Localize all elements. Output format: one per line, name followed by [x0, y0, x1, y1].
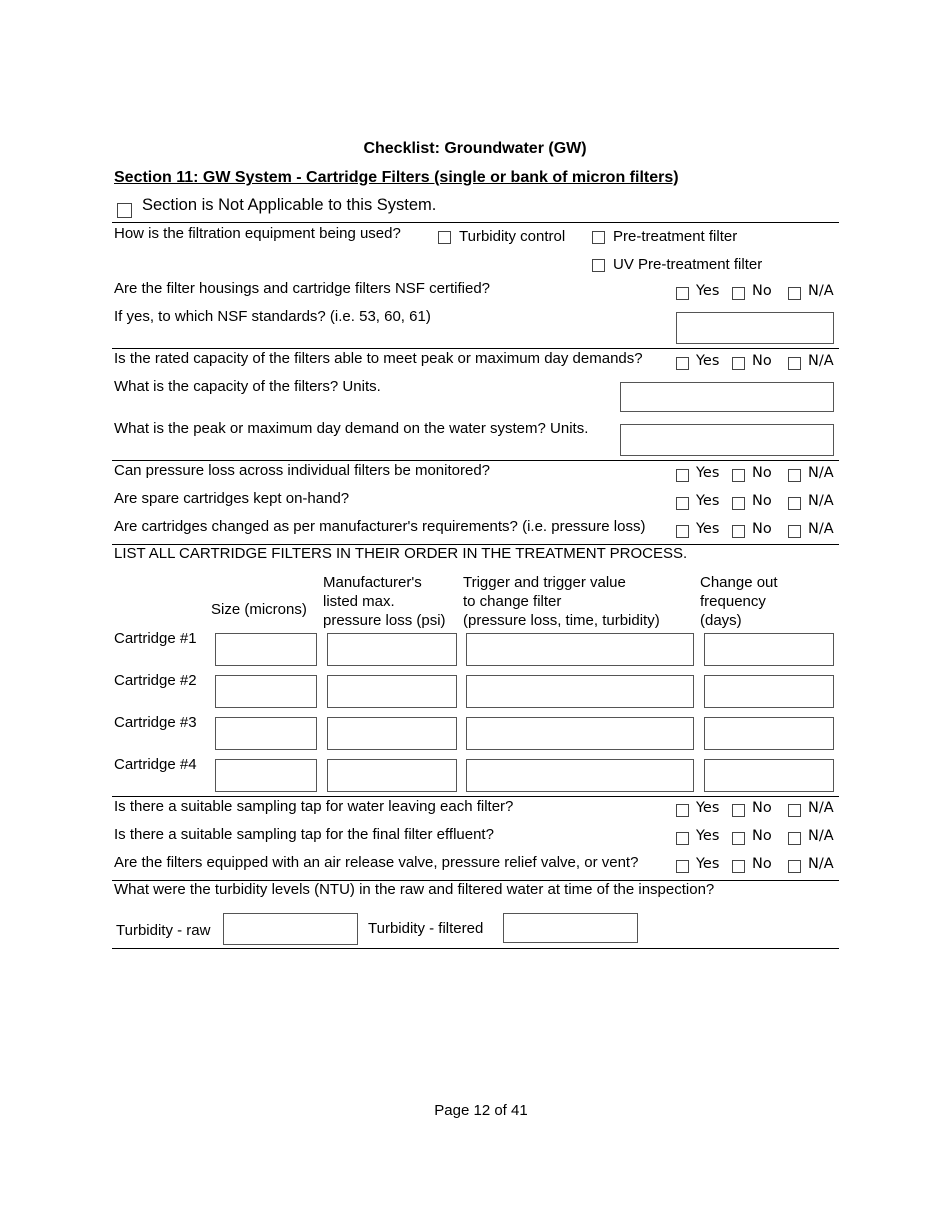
rated-capacity-question: Is the rated capacity of the filters able to meet peak or maximum day demands?: [114, 350, 643, 367]
col-frequency-header-line2: frequency: [700, 593, 766, 610]
col-trigger-header-line3: (pressure loss, time, turbidity): [463, 612, 660, 629]
col-trigger-header-line1: Trigger and trigger value: [463, 574, 626, 591]
pressure-loss-question: Can pressure loss across individual filters be monitored?: [114, 462, 491, 479]
spare-na-label: N/A: [808, 493, 834, 509]
tap-each-yes-checkbox[interactable]: [676, 804, 689, 817]
turbidity-filtered-input[interactable]: [503, 913, 638, 943]
col-frequency-header-line1: Change out: [700, 574, 778, 591]
tap-each-yes-label: Yes: [696, 800, 720, 816]
air-release-no-label: No: [752, 856, 772, 872]
nsf-yes-label: Yes: [696, 283, 720, 299]
divider: [112, 796, 839, 797]
capacity-na-checkbox[interactable]: [788, 357, 801, 370]
filtration-use-question: How is the filtration equipment being used?: [114, 225, 401, 242]
cartridge-3-frequency-input[interactable]: [704, 717, 834, 750]
peak-demand-question: What is the peak or maximum day demand on the water system? Units.: [114, 420, 589, 437]
page-number: Page 12 of 41: [434, 1102, 528, 1119]
nsf-standards-input[interactable]: [676, 312, 834, 344]
nsf-certified-question: Are the filter housings and cartridge filters NSF certified?: [114, 280, 491, 297]
capacity-yes-label: Yes: [696, 353, 720, 369]
nsf-na-label: N/A: [808, 283, 834, 299]
pressure-yes-label: Yes: [696, 465, 720, 481]
tap-each-no-label: No: [752, 800, 772, 816]
capacity-no-label: No: [752, 353, 772, 369]
capacity-no-checkbox[interactable]: [732, 357, 745, 370]
cartridge-row-label: Cartridge #4: [114, 756, 197, 773]
nsf-standards-question: If yes, to which NSF standards? (i.e. 53, 60, 61): [114, 308, 431, 325]
cartridge-1-pressure-input[interactable]: [327, 633, 457, 666]
capacity-na-label: N/A: [808, 353, 834, 369]
pressure-yes-checkbox[interactable]: [676, 469, 689, 482]
nsf-na-checkbox[interactable]: [788, 287, 801, 300]
changed-yes-checkbox[interactable]: [676, 525, 689, 538]
tap-each-no-checkbox[interactable]: [732, 804, 745, 817]
cartridge-4-size-input[interactable]: [215, 759, 317, 792]
cartridge-4-pressure-input[interactable]: [327, 759, 457, 792]
turbidity-raw-input[interactable]: [223, 913, 358, 945]
air-release-yes-label: Yes: [696, 856, 720, 872]
col-pressure-header-line2: listed max.: [323, 593, 395, 610]
col-pressure-header-line1: Manufacturer's: [323, 574, 422, 591]
peak-demand-input[interactable]: [620, 424, 834, 456]
tap-final-yes-label: Yes: [696, 828, 720, 844]
pre-treatment-filter-checkbox[interactable]: [592, 231, 605, 244]
cartridge-row-label: Cartridge #3: [114, 714, 197, 731]
cartridge-1-size-input[interactable]: [215, 633, 317, 666]
col-pressure-header-line3: pressure loss (psi): [323, 612, 446, 629]
pressure-na-label: N/A: [808, 465, 834, 481]
col-frequency-header-line3: (days): [700, 612, 742, 629]
turbidity-raw-label: Turbidity - raw: [116, 922, 211, 939]
spare-no-label: No: [752, 493, 772, 509]
capacity-question: What is the capacity of the filters? Units.: [114, 378, 381, 395]
sampling-tap-final-question: Is there a suitable sampling tap for the final filter effluent?: [114, 826, 494, 843]
divider: [112, 460, 839, 461]
cartridge-3-trigger-input[interactable]: [466, 717, 694, 750]
air-release-na-label: N/A: [808, 856, 834, 872]
changed-na-checkbox[interactable]: [788, 525, 801, 538]
tap-final-no-label: No: [752, 828, 772, 844]
changed-no-checkbox[interactable]: [732, 525, 745, 538]
cartridge-3-size-input[interactable]: [215, 717, 317, 750]
nsf-no-checkbox[interactable]: [732, 287, 745, 300]
nsf-no-label: No: [752, 283, 772, 299]
cartridge-row-label: Cartridge #2: [114, 672, 197, 689]
spare-cartridges-question: Are spare cartridges kept on-hand?: [114, 490, 350, 507]
sampling-tap-each-question: Is there a suitable sampling tap for water leaving each filter?: [114, 798, 514, 815]
cartridge-3-pressure-input[interactable]: [327, 717, 457, 750]
air-release-no-checkbox[interactable]: [732, 860, 745, 873]
capacity-yes-checkbox[interactable]: [676, 357, 689, 370]
col-trigger-header-line2: to change filter: [463, 593, 562, 610]
air-release-na-checkbox[interactable]: [788, 860, 801, 873]
pre-treatment-filter-label: Pre-treatment filter: [613, 228, 738, 245]
air-release-question: Are the filters equipped with an air release valve, pressure relief valve, or vent?: [114, 854, 639, 871]
uv-pre-treatment-filter-checkbox[interactable]: [592, 259, 605, 272]
cartridge-row-label: Cartridge #1: [114, 630, 197, 647]
pressure-no-label: No: [752, 465, 772, 481]
divider: [112, 348, 839, 349]
turbidity-control-checkbox[interactable]: [438, 231, 451, 244]
capacity-input[interactable]: [620, 382, 834, 412]
changed-per-manufacturer-question: Are cartridges changed as per manufacturer's requirements? (i.e. pressure loss): [114, 518, 646, 535]
col-size-header: Size (microns): [211, 601, 307, 618]
divider: [112, 222, 839, 223]
nsf-yes-checkbox[interactable]: [676, 287, 689, 300]
not-applicable-label: Section is Not Applicable to this System.: [142, 196, 437, 214]
cartridge-list-heading: LIST ALL CARTRIDGE FILTERS IN THEIR ORDER IN THE TREATMENT PROCESS.: [114, 545, 688, 562]
cartridge-2-trigger-input[interactable]: [466, 675, 694, 708]
tap-each-na-checkbox[interactable]: [788, 804, 801, 817]
turbidity-filtered-label: Turbidity - filtered: [368, 920, 484, 937]
section-title: Section 11: GW System - Cartridge Filters (single or bank of micron filters): [114, 169, 679, 186]
changed-na-label: N/A: [808, 521, 834, 537]
spare-yes-checkbox[interactable]: [676, 497, 689, 510]
spare-na-checkbox[interactable]: [788, 497, 801, 510]
changed-yes-label: Yes: [696, 521, 720, 537]
tap-each-na-label: N/A: [808, 800, 834, 816]
air-release-yes-checkbox[interactable]: [676, 860, 689, 873]
cartridge-1-trigger-input[interactable]: [466, 633, 694, 666]
divider: [112, 948, 839, 949]
cartridge-4-frequency-input[interactable]: [704, 759, 834, 792]
not-applicable-checkbox[interactable]: [117, 203, 132, 218]
spare-no-checkbox[interactable]: [732, 497, 745, 510]
pressure-no-checkbox[interactable]: [732, 469, 745, 482]
cartridge-4-trigger-input[interactable]: [466, 759, 694, 792]
page-title: Checklist: Groundwater (GW): [363, 140, 587, 157]
cartridge-2-frequency-input[interactable]: [704, 675, 834, 708]
tap-final-yes-checkbox[interactable]: [676, 832, 689, 845]
cartridge-2-size-input[interactable]: [215, 675, 317, 708]
turbidity-question: What were the turbidity levels (NTU) in the raw and filtered water at time of the inspection?: [114, 881, 715, 898]
cartridge-1-frequency-input[interactable]: [704, 633, 834, 666]
uv-pre-treatment-filter-label: UV Pre-treatment filter: [613, 256, 763, 273]
tap-final-na-label: N/A: [808, 828, 834, 844]
pressure-na-checkbox[interactable]: [788, 469, 801, 482]
changed-no-label: No: [752, 521, 772, 537]
cartridge-2-pressure-input[interactable]: [327, 675, 457, 708]
tap-final-no-checkbox[interactable]: [732, 832, 745, 845]
tap-final-na-checkbox[interactable]: [788, 832, 801, 845]
spare-yes-label: Yes: [696, 493, 720, 509]
turbidity-control-label: Turbidity control: [459, 228, 566, 245]
